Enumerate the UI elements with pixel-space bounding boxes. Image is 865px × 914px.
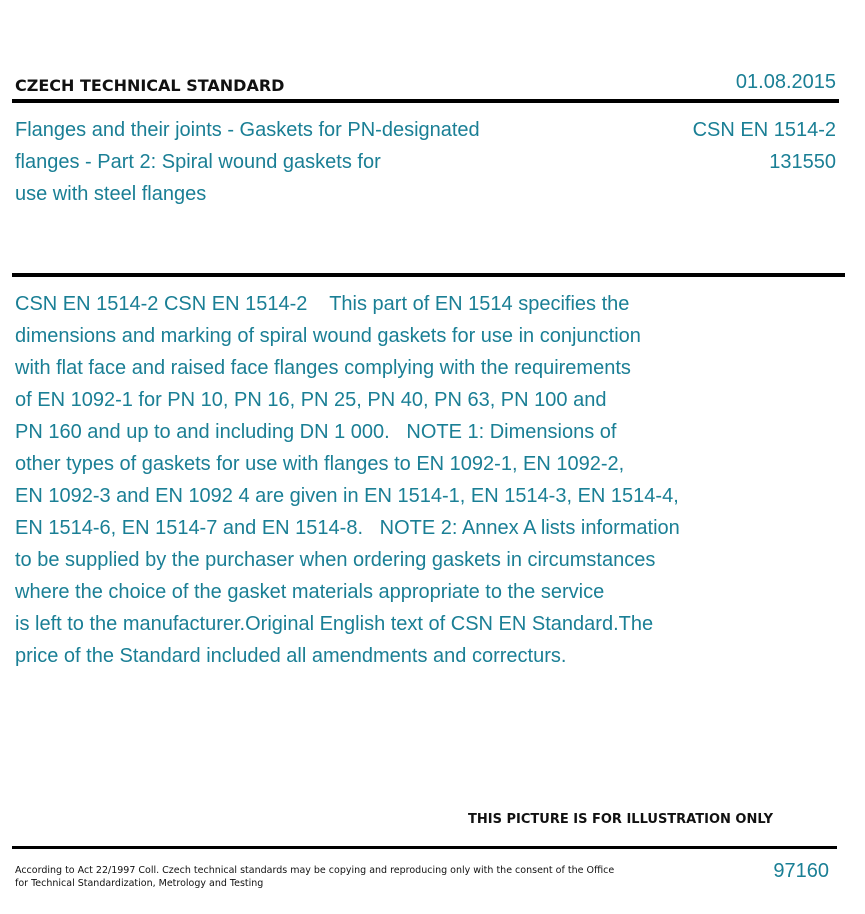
- title-line: flanges - Part 2: Spiral wound gaskets for: [15, 151, 381, 173]
- abstract-line: CSN EN 1514-2 CSN EN 1514-2 This part of EN 1514 specifies the: [15, 293, 630, 315]
- abstract-line: is left to the manufacturer.Original English text of CSN EN Standard.The: [15, 613, 654, 635]
- header-divider: [12, 99, 839, 103]
- catalog-number: 131550: [769, 151, 836, 173]
- document-type-label: CZECH TECHNICAL STANDARD: [15, 76, 285, 95]
- abstract-line: where the choice of the gasket materials appropriate to the service: [15, 581, 605, 603]
- standard-identifiers: [693, 114, 836, 178]
- abstract-line: PN 160 and up to and including DN 1 000. NOTE 1: Dimensions of: [15, 421, 617, 443]
- abstract-line: EN 1092-3 and EN 1092 4 are given in EN 1514-1, EN 1514-3, EN 1514-4,: [15, 485, 679, 507]
- abstract-line: EN 1514-6, EN 1514-7 and EN 1514-8. NOTE 2: Annex A lists information: [15, 517, 680, 539]
- footer-divider: [12, 846, 837, 849]
- abstract-line: other types of gaskets for use with flanges to EN 1092-1, EN 1092-2,: [15, 453, 625, 475]
- title-divider: [12, 273, 845, 277]
- footer-number: 97160: [773, 860, 829, 882]
- abstract-line: of EN 1092-1 for PN 10, PN 16, PN 25, PN 40, PN 63, PN 100 and: [15, 389, 607, 411]
- abstract-text: [15, 288, 745, 672]
- legal-notice-line: for Technical Standardization, Metrology and Testing: [15, 878, 264, 889]
- publication-date: 01.08.2015: [735, 71, 836, 93]
- standard-code: CSN EN 1514-2: [692, 119, 836, 141]
- legal-notice: [15, 864, 614, 890]
- abstract-line: with flat face and raised face flanges complying with the requirements: [15, 357, 631, 379]
- abstract-line: dimensions and marking of spiral wound gaskets for use in conjunction: [15, 325, 641, 347]
- illustration-disclaimer: THIS PICTURE IS FOR ILLUSTRATION ONLY: [468, 812, 773, 827]
- legal-notice-line: According to Act 22/1997 Coll. Czech technical standards may be copying and reproducing only with the consent of the Office: [15, 865, 615, 876]
- abstract-line: price of the Standard included all amendments and correcturs.: [15, 645, 567, 667]
- standard-title: [15, 114, 555, 210]
- abstract-line: to be supplied by the purchaser when ordering gaskets in circumstances: [15, 549, 656, 571]
- title-line: use with steel flanges: [15, 183, 207, 205]
- title-line: Flanges and their joints - Gaskets for PN-designated: [15, 119, 480, 141]
